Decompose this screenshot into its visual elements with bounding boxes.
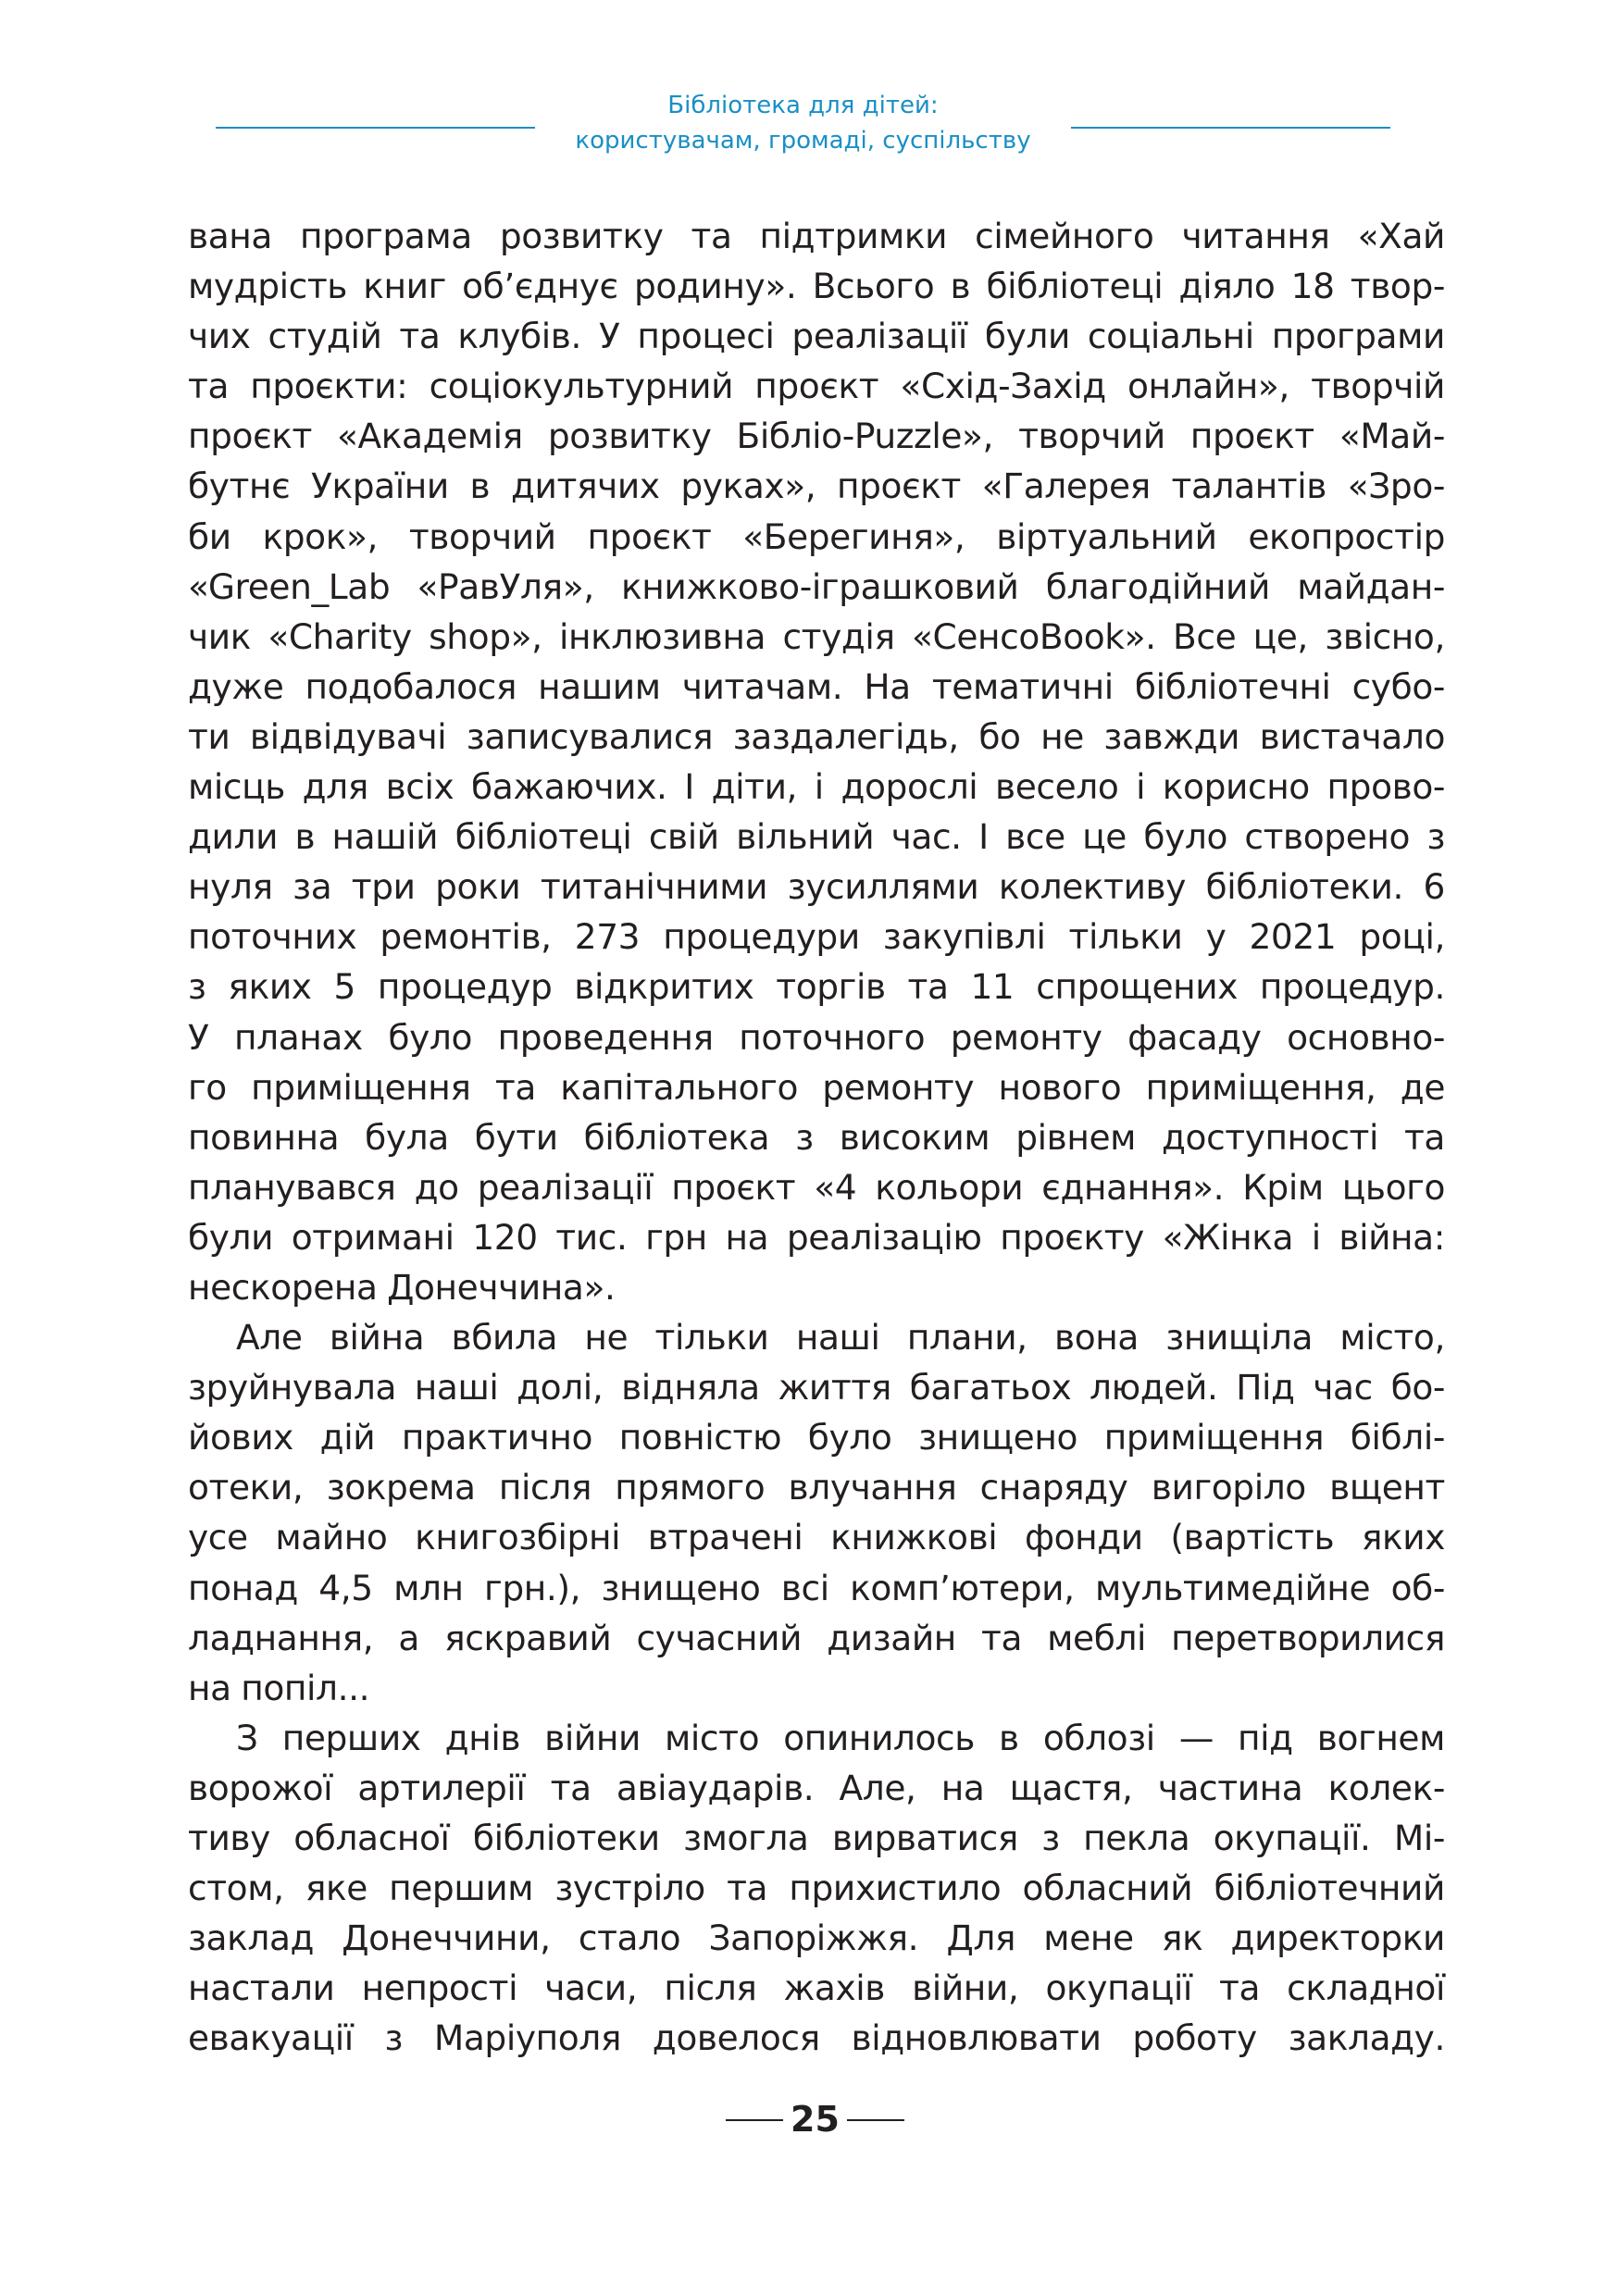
page-number: 25: [791, 2099, 840, 2140]
text-line: ладнання, а яскравий сучасний дизайн та меблі перетворилися: [188, 1617, 1445, 1658]
header-title-line-2: користувачам, громаді, суспільству: [575, 127, 1031, 155]
text-line: Але війна вбила не тільки наші плани, вона знищіла місто,: [236, 1317, 1445, 1359]
text-line: нескорена Донеччина».: [188, 1266, 616, 1308]
text-line: ти відвідувачі записувалися заздалегідь, бо не завжди вистачало: [188, 715, 1445, 757]
text-line: З перших днів війни місто опинилось в облозі — під вогнем: [236, 1717, 1445, 1758]
text-line: вана програма розвитку та підтримки сімейного читання «Хай: [188, 216, 1445, 256]
text-line: нуля за три роки титанічними зусиллями колективу бібліотеки. 6: [188, 866, 1445, 908]
text-line: настали непрості часи, після жахів війни, окупації та складної: [188, 1967, 1445, 2009]
running-header: [0, 88, 1619, 190]
text-line: го приміщення та капітального ремонту нового приміщення, де: [188, 1066, 1445, 1108]
text-line: були отримані 120 тис. грн на реалізацію проєкту «Жінка і війна:: [188, 1216, 1445, 1258]
text-line: «Green_Lab «РавУля», книжково-іграшковий благодійний майдан-: [188, 565, 1445, 607]
text-line: У планах було проведення поточного ремонту фасаду основно-: [188, 1016, 1445, 1058]
text-line: евакуації з Маріуполя довелося відновлювати роботу закладу.: [188, 2017, 1445, 2059]
text-line: ворожої артилерії та авіаударів. Але, на щастя, частина колек-: [188, 1767, 1445, 1808]
text-line: бутнє України в дитячих руках», проєкт «Галерея талантів «Зро-: [188, 465, 1445, 507]
text-line: мудрість книг об’єднує родину». Всього в бібліотеці діяло 18 твор-: [188, 266, 1445, 307]
body-text: [188, 211, 1445, 2063]
text-line: йових дій практично повністю було знищено приміщення біблі-: [188, 1417, 1445, 1458]
text-line: місць для всіх бажаючих. І діти, і дорослі весело і корисно прово-: [188, 766, 1445, 808]
text-line: дили в нашій бібліотеці свій вільний час. І все це було створено з: [188, 816, 1445, 858]
header-title-line-1: Бібліотека для дітей:: [667, 92, 939, 119]
text-line: отеки, зокрема після прямого влучання снаряду вигоріло вщент: [188, 1467, 1445, 1508]
text-line: стом, яке першим зустріло та прихистило обласний бібліотечний: [188, 1868, 1445, 1909]
text-line: усе майно книгозбірні втрачені книжкові фонди (вартість яких: [188, 1517, 1445, 1558]
page-number-rule-left: [726, 2119, 783, 2121]
text-line: зруйнувала наші долі, відняла життя багатьох людей. Під час бо-: [188, 1367, 1445, 1409]
text-line: та проєкти: соціокультурний проєкт «Схід-Захід онлайн», творчій: [188, 366, 1445, 407]
text-line: планувався до реалізації проєкт «4 кольори єднання». Крім цього: [188, 1166, 1445, 1208]
text-line: понад 4,5 млн грн.), знищено всі комп’ютери, мультимедійне об-: [188, 1567, 1445, 1608]
text-line: з яких 5 процедур відкритих торгів та 11 спрощених процедур.: [188, 966, 1445, 1008]
text-line: тиву обласної бібліотеки змогла вирватися з пекла окупації. Мі-: [188, 1818, 1445, 1858]
page-number-footer: [0, 2091, 1619, 2147]
page-number-rule-right: [847, 2119, 904, 2121]
text-line: заклад Донеччини, стало Запоріжжя. Для мене як директорки: [188, 1917, 1445, 1959]
header-rule-left: [216, 127, 535, 129]
text-line: проєкт «Академія розвитку Бібліо-Puzzle», творчий проєкт «Май-: [188, 416, 1445, 457]
text-line: поточних ремонтів, 273 процедури закупівлі тільки у 2021 році,: [188, 916, 1445, 958]
text-line: чик «Charity shop», інклюзивна студія «СенсоBook». Все це, звісно,: [188, 615, 1445, 657]
text-line: дуже подобалося нашим читачам. На тематичні бібліотечні субо-: [188, 665, 1445, 707]
text-line: повинна була бути бібліотека з високим рівнем доступності та: [188, 1116, 1445, 1158]
text-line: би крок», творчий проєкт «Берегиня», віртуальний екопростір: [188, 515, 1445, 557]
text-line: на попіл...: [188, 1667, 370, 1708]
text-line: чих студій та клубів. У процесі реалізації були соціальні програми: [188, 316, 1445, 357]
header-rule-right: [1071, 127, 1390, 129]
header-title: [535, 88, 1071, 158]
